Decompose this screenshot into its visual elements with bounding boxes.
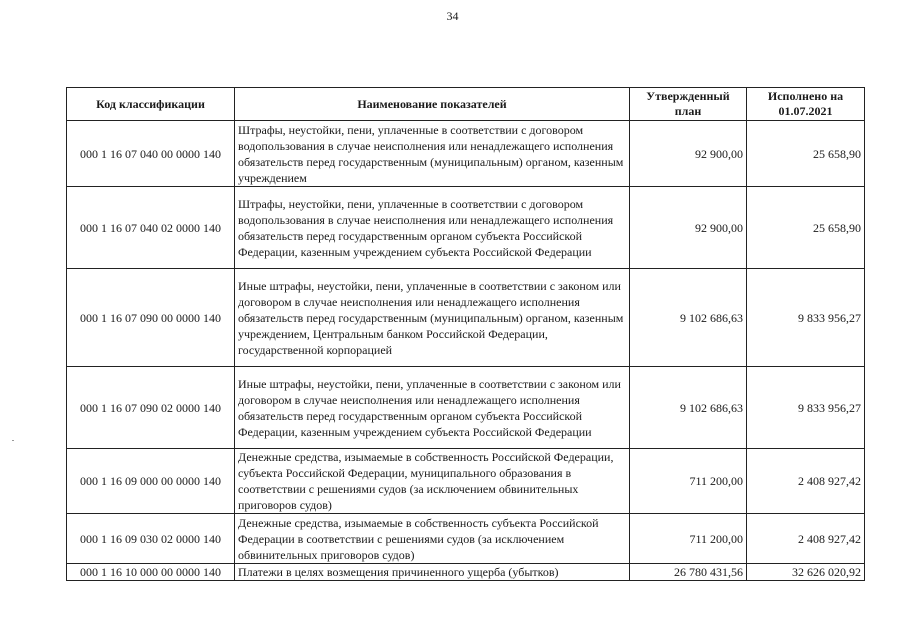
cell-plan: 9 102 686,63 xyxy=(630,269,747,367)
scan-margin-mark xyxy=(12,440,14,441)
cell-code: 000 1 16 07 040 02 0000 140 xyxy=(67,187,235,269)
cell-name: Денежные средства, изымаемые в собственность Российской Федерации, субъекта Российской Федерации, муниципального образования в соответствии с решениями судов (за исключением обвинительных приговоров судов) xyxy=(235,449,630,514)
table-row xyxy=(67,514,865,564)
page-number: 34 xyxy=(446,9,459,23)
cell-code: 000 1 16 09 000 00 0000 140 xyxy=(67,449,235,514)
table-row xyxy=(67,269,865,367)
cell-code: 000 1 16 07 090 02 0000 140 xyxy=(67,367,235,449)
cell-name: Штрафы, неустойки, пени, уплаченные в соответствии с договором водопользования в случае неисполнения или ненадлежащего исполнения обязательств перед государственным (муниципальным) органом, казенным учреждением xyxy=(235,121,630,187)
cell-name: Платежи в целях возмещения причиненного ущерба (убытков) xyxy=(235,564,630,581)
cell-executed: 25 658,90 xyxy=(747,187,865,269)
table-row xyxy=(67,367,865,449)
cell-name: Штрафы, неустойки, пени, уплаченные в соответствии с договором водопользования в случае неисполнения или ненадлежащего исполнения обязательств перед государственным органом субъекта Российской Федерации, казенным учреждением субъекта Российской Федерации xyxy=(235,187,630,269)
cell-plan: 26 780 431,56 xyxy=(630,564,747,581)
cell-code: 000 1 16 07 040 00 0000 140 xyxy=(67,121,235,187)
table-row xyxy=(67,449,865,514)
cell-executed: 32 626 020,92 xyxy=(747,564,865,581)
header-plan: Утвержденный план xyxy=(630,88,747,121)
table-row xyxy=(67,564,865,581)
cell-name: Иные штрафы, неустойки, пени, уплаченные в соответствии с законом или договором в случае неисполнения или ненадлежащего исполнения обязательств перед государственным органом субъекта Российской Федерации, казенным учреждением субъекта Российской Федерации xyxy=(235,367,630,449)
cell-executed: 2 408 927,42 xyxy=(747,514,865,564)
table-row xyxy=(67,187,865,269)
cell-plan: 92 900,00 xyxy=(630,121,747,187)
cell-executed: 9 833 956,27 xyxy=(747,367,865,449)
cell-plan: 711 200,00 xyxy=(630,514,747,564)
cell-code: 000 1 16 07 090 00 0000 140 xyxy=(67,269,235,367)
cell-code: 000 1 16 09 030 02 0000 140 xyxy=(67,514,235,564)
cell-executed: 2 408 927,42 xyxy=(747,449,865,514)
cell-name: Денежные средства, изымаемые в собственность субъекта Российской Федерации в соответствии с решениями судов (за исключением обвинительных приговоров судов) xyxy=(235,514,630,564)
budget-table xyxy=(66,87,865,581)
cell-plan: 711 200,00 xyxy=(630,449,747,514)
cell-plan: 9 102 686,63 xyxy=(630,367,747,449)
cell-plan: 92 900,00 xyxy=(630,187,747,269)
header-code: Код классификации xyxy=(67,88,235,121)
cell-executed: 25 658,90 xyxy=(747,121,865,187)
cell-name: Иные штрафы, неустойки, пени, уплаченные в соответствии с законом или договором в случае неисполнения или ненадлежащего исполнения обязательств перед государственным (муниципальным) органом, казенным учреждением, Центральным банком Российской Федерации, государственной корпорацией xyxy=(235,269,630,367)
cell-executed: 9 833 956,27 xyxy=(747,269,865,367)
table-row xyxy=(67,121,865,187)
table-header-row xyxy=(67,88,865,121)
cell-code: 000 1 16 10 000 00 0000 140 xyxy=(67,564,235,581)
header-executed: Исполнено на 01.07.2021 xyxy=(747,88,865,121)
header-name: Наименование показателей xyxy=(235,88,630,121)
